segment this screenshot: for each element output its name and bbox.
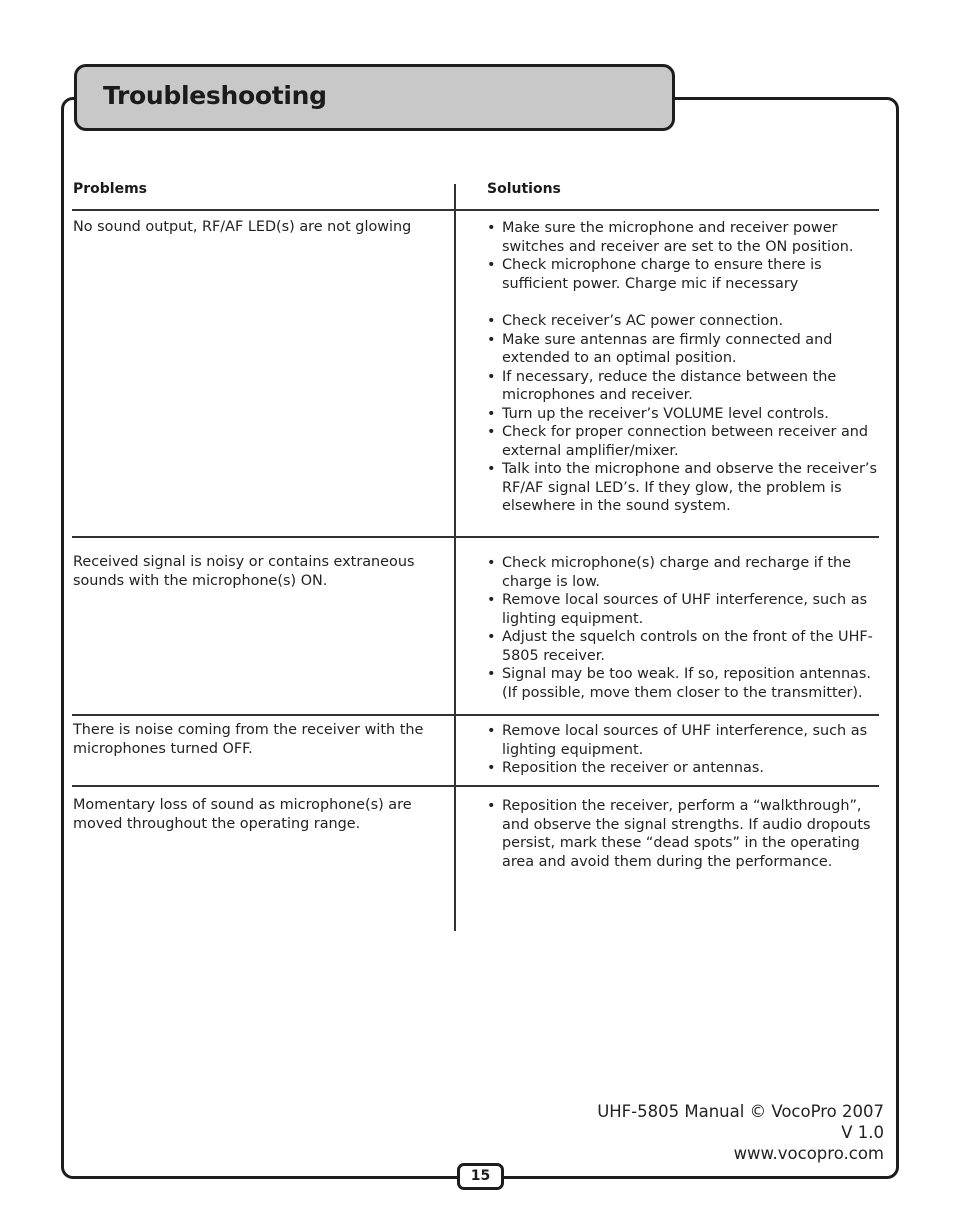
bullet: • — [487, 331, 496, 348]
list-item: • Remove local sources of UHF interference, such as lighting equipment. — [487, 723, 868, 758]
problems-header: Problems — [73, 181, 148, 197]
row-divider — [72, 785, 879, 787]
website-link[interactable]: www.vocopro.com — [733, 1144, 884, 1163]
column-divider — [454, 184, 456, 931]
bullet: • — [487, 760, 496, 776]
solutions-header: Solutions — [487, 181, 561, 197]
list-item: • Talk into the microphone and observe the receiver’s RF/AF signal LED’s. If they glow, the problem is elsewhere in the sound system. — [487, 461, 877, 514]
bullet: • — [487, 555, 496, 571]
solution-list — [487, 722, 885, 778]
problem-text: Momentary loss of sound as microphone(s) are moved throughout the operating range. — [73, 797, 412, 832]
list-item: • Make sure the microphone and receiver power switches and receiver are set to the ON position. — [487, 220, 854, 255]
problem-text: No sound output, RF/AF LED(s) are not glowing — [73, 219, 412, 235]
title-tab — [74, 64, 675, 131]
list-item: • Reposition the receiver, perform a “walkthrough”, and observe the signal strengths. If audio dropouts persist, mark these “dead spots” in the operating area and avoid them during the performance. — [487, 798, 871, 870]
bullet: • — [487, 405, 496, 422]
bullet: • — [487, 629, 496, 645]
page-title: Troubleshooting — [103, 81, 327, 110]
copyright-text: UHF-5805 Manual © VocoPro 2007 — [597, 1102, 884, 1121]
bullet: • — [487, 313, 496, 329]
bullet: • — [487, 424, 496, 440]
bullet: • — [487, 798, 496, 814]
solution-list — [487, 312, 885, 516]
solution-list — [487, 219, 885, 293]
list-item: • Check receiver’s AC power connection. — [487, 313, 784, 329]
bullet: • — [487, 220, 496, 236]
list-item: • Check for proper connection between receiver and external amplifier/mixer. — [487, 424, 869, 459]
solution-list — [487, 797, 885, 871]
list-item: • Signal may be too weak. If so, reposition antennas. (If possible, move them closer to the transmitter). — [487, 666, 871, 701]
bullet: • — [487, 257, 496, 273]
bullet: • — [487, 666, 496, 682]
list-item: • Adjust the squelch controls on the front of the UHF-5805 receiver. — [487, 629, 873, 664]
footer — [597, 1101, 884, 1164]
solution-list — [487, 554, 885, 702]
row-divider — [72, 714, 879, 716]
row-divider — [72, 536, 879, 538]
problem-text: Received signal is noisy or contains extraneous sounds with the microphone(s) ON. — [73, 554, 415, 589]
list-item: • Check microphone charge to ensure there is sufficient power. Charge mic if necessary — [487, 257, 822, 292]
list-item: • Make sure antennas are firmly connected and extended to an optimal position. — [487, 331, 833, 366]
version-text: V 1.0 — [841, 1123, 884, 1142]
problem-text: There is noise coming from the receiver with the microphones turned OFF. — [73, 722, 424, 757]
list-item: • Check microphone(s) charge and recharge if the charge is low. — [487, 555, 852, 590]
bullet: • — [487, 723, 496, 739]
bullet: • — [487, 592, 496, 608]
list-item: • Turn up the receiver’s VOLUME level controls. — [487, 405, 829, 422]
page-number: 15 — [457, 1163, 504, 1190]
list-item: • If necessary, reduce the distance between the microphones and receiver. — [487, 368, 837, 403]
bullet: • — [487, 368, 496, 385]
list-item: • Remove local sources of UHF interference, such as lighting equipment. — [487, 592, 868, 627]
header-rule — [72, 209, 879, 211]
list-item: • Reposition the receiver or antennas. — [487, 760, 764, 776]
bullet: • — [487, 461, 496, 477]
